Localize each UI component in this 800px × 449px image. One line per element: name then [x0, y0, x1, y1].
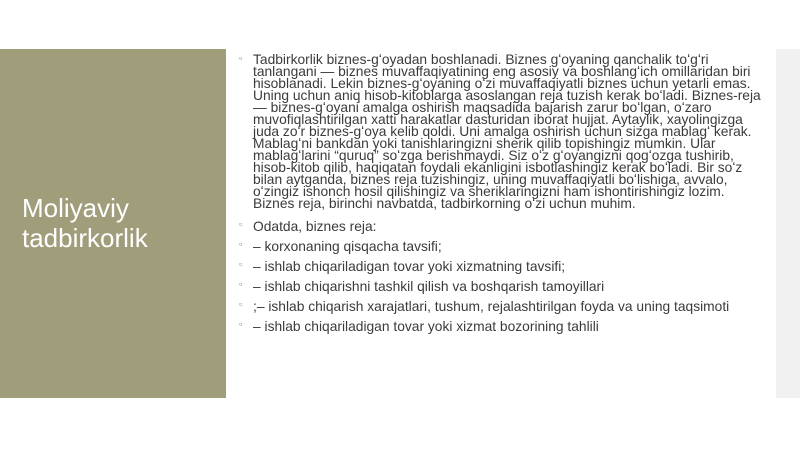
bullet-text: – ishlab chiqariladigan tovar yoki xizmat bozorining tahlili [253, 319, 599, 334]
bullet-icon: ▫ [239, 279, 243, 289]
slide-content [238, 54, 766, 340]
bullet-list [238, 54, 766, 334]
bullet-text: – ishlab chiqarishni tashkil qilish va boshqarish tamoyillari [253, 279, 605, 294]
bullet-text: ;– ishlab chiqarish xarajatlari, tushum, rejalashtirilgan foyda va uning taqsimoti [253, 299, 730, 314]
bullet-icon: ▫ [239, 259, 243, 269]
bullet-item [238, 320, 766, 334]
bullet-text: Odatda, biznes reja: [253, 219, 377, 234]
bullet-item [238, 220, 766, 234]
bullet-icon: ▫ [239, 53, 243, 63]
bullet-text: – ishlab chiqariladigan tovar yoki xizmatning tavsifi; [253, 259, 566, 274]
bullet-icon: ▫ [239, 319, 243, 329]
bullet-icon: ▫ [239, 299, 243, 309]
accent-strip [776, 49, 800, 398]
bullet-paragraph [238, 54, 766, 210]
bullet-text: Tadbirkorlik biznes-gʻoyadan boshlanadi. Biznes gʻoyaning qanchalik toʻgʻri tanlangani — biznes muvaffaqiyatining eng asosiy va boshlangʻich omillaridan biri hisoblanadi. Lekin biznes-gʻoyaning oʻzi muvaffaqiyatli biznes uchun yetarli emas. Uning uchun aniq hisob-kitoblarga asoslangan reja tuzish kerak boʻladi. Biznes-reja — biznes-gʻoyani amalga oshirish maqsadida bajarish zarur boʻlgan, oʻzaro muvofiqlashtirilgan xatti harakatlar dasturidan iborat hujjat. Aytaylik, xayolingizga juda zoʻr biznes-gʻoya kelib qoldi. Uni amalga oshirish uchun sizga mablagʻ kerak. Mablagʻni bankdan yoki tanishlaringizni sherik qilib topishingiz mumkin. Ular mablagʻlarini “quruq” soʻzga berishmaydi. Siz oʻz gʻoyangizni qogʻozga tushirib, hisob-kitob qilib, haqiqatan foydali ekanligini isbotlashingiz kerak boʻladi. Bir soʻz bilan aytganda, biznes reja tuzishingiz, uning muvaffaqiyatli boʻlishiga, avvalo, oʻzingiz ishonch hosil qilishingiz va sheriklaringizni ham ishontirishingiz lozim. Biznes reja, birinchi navbatda, tadbirkorning oʻzi uchun muhim. [253, 52, 761, 211]
bullet-icon: ▫ [239, 239, 243, 249]
bullet-icon: ▫ [239, 219, 243, 229]
bullet-item [238, 280, 766, 294]
bullet-item [238, 260, 766, 274]
bullet-item [238, 300, 766, 314]
slide-title: Moliyaviy tadbirkorlik [22, 193, 148, 253]
bullet-item [238, 240, 766, 254]
bullet-text: – korxonaning qisqacha tavsifi; [253, 239, 442, 254]
